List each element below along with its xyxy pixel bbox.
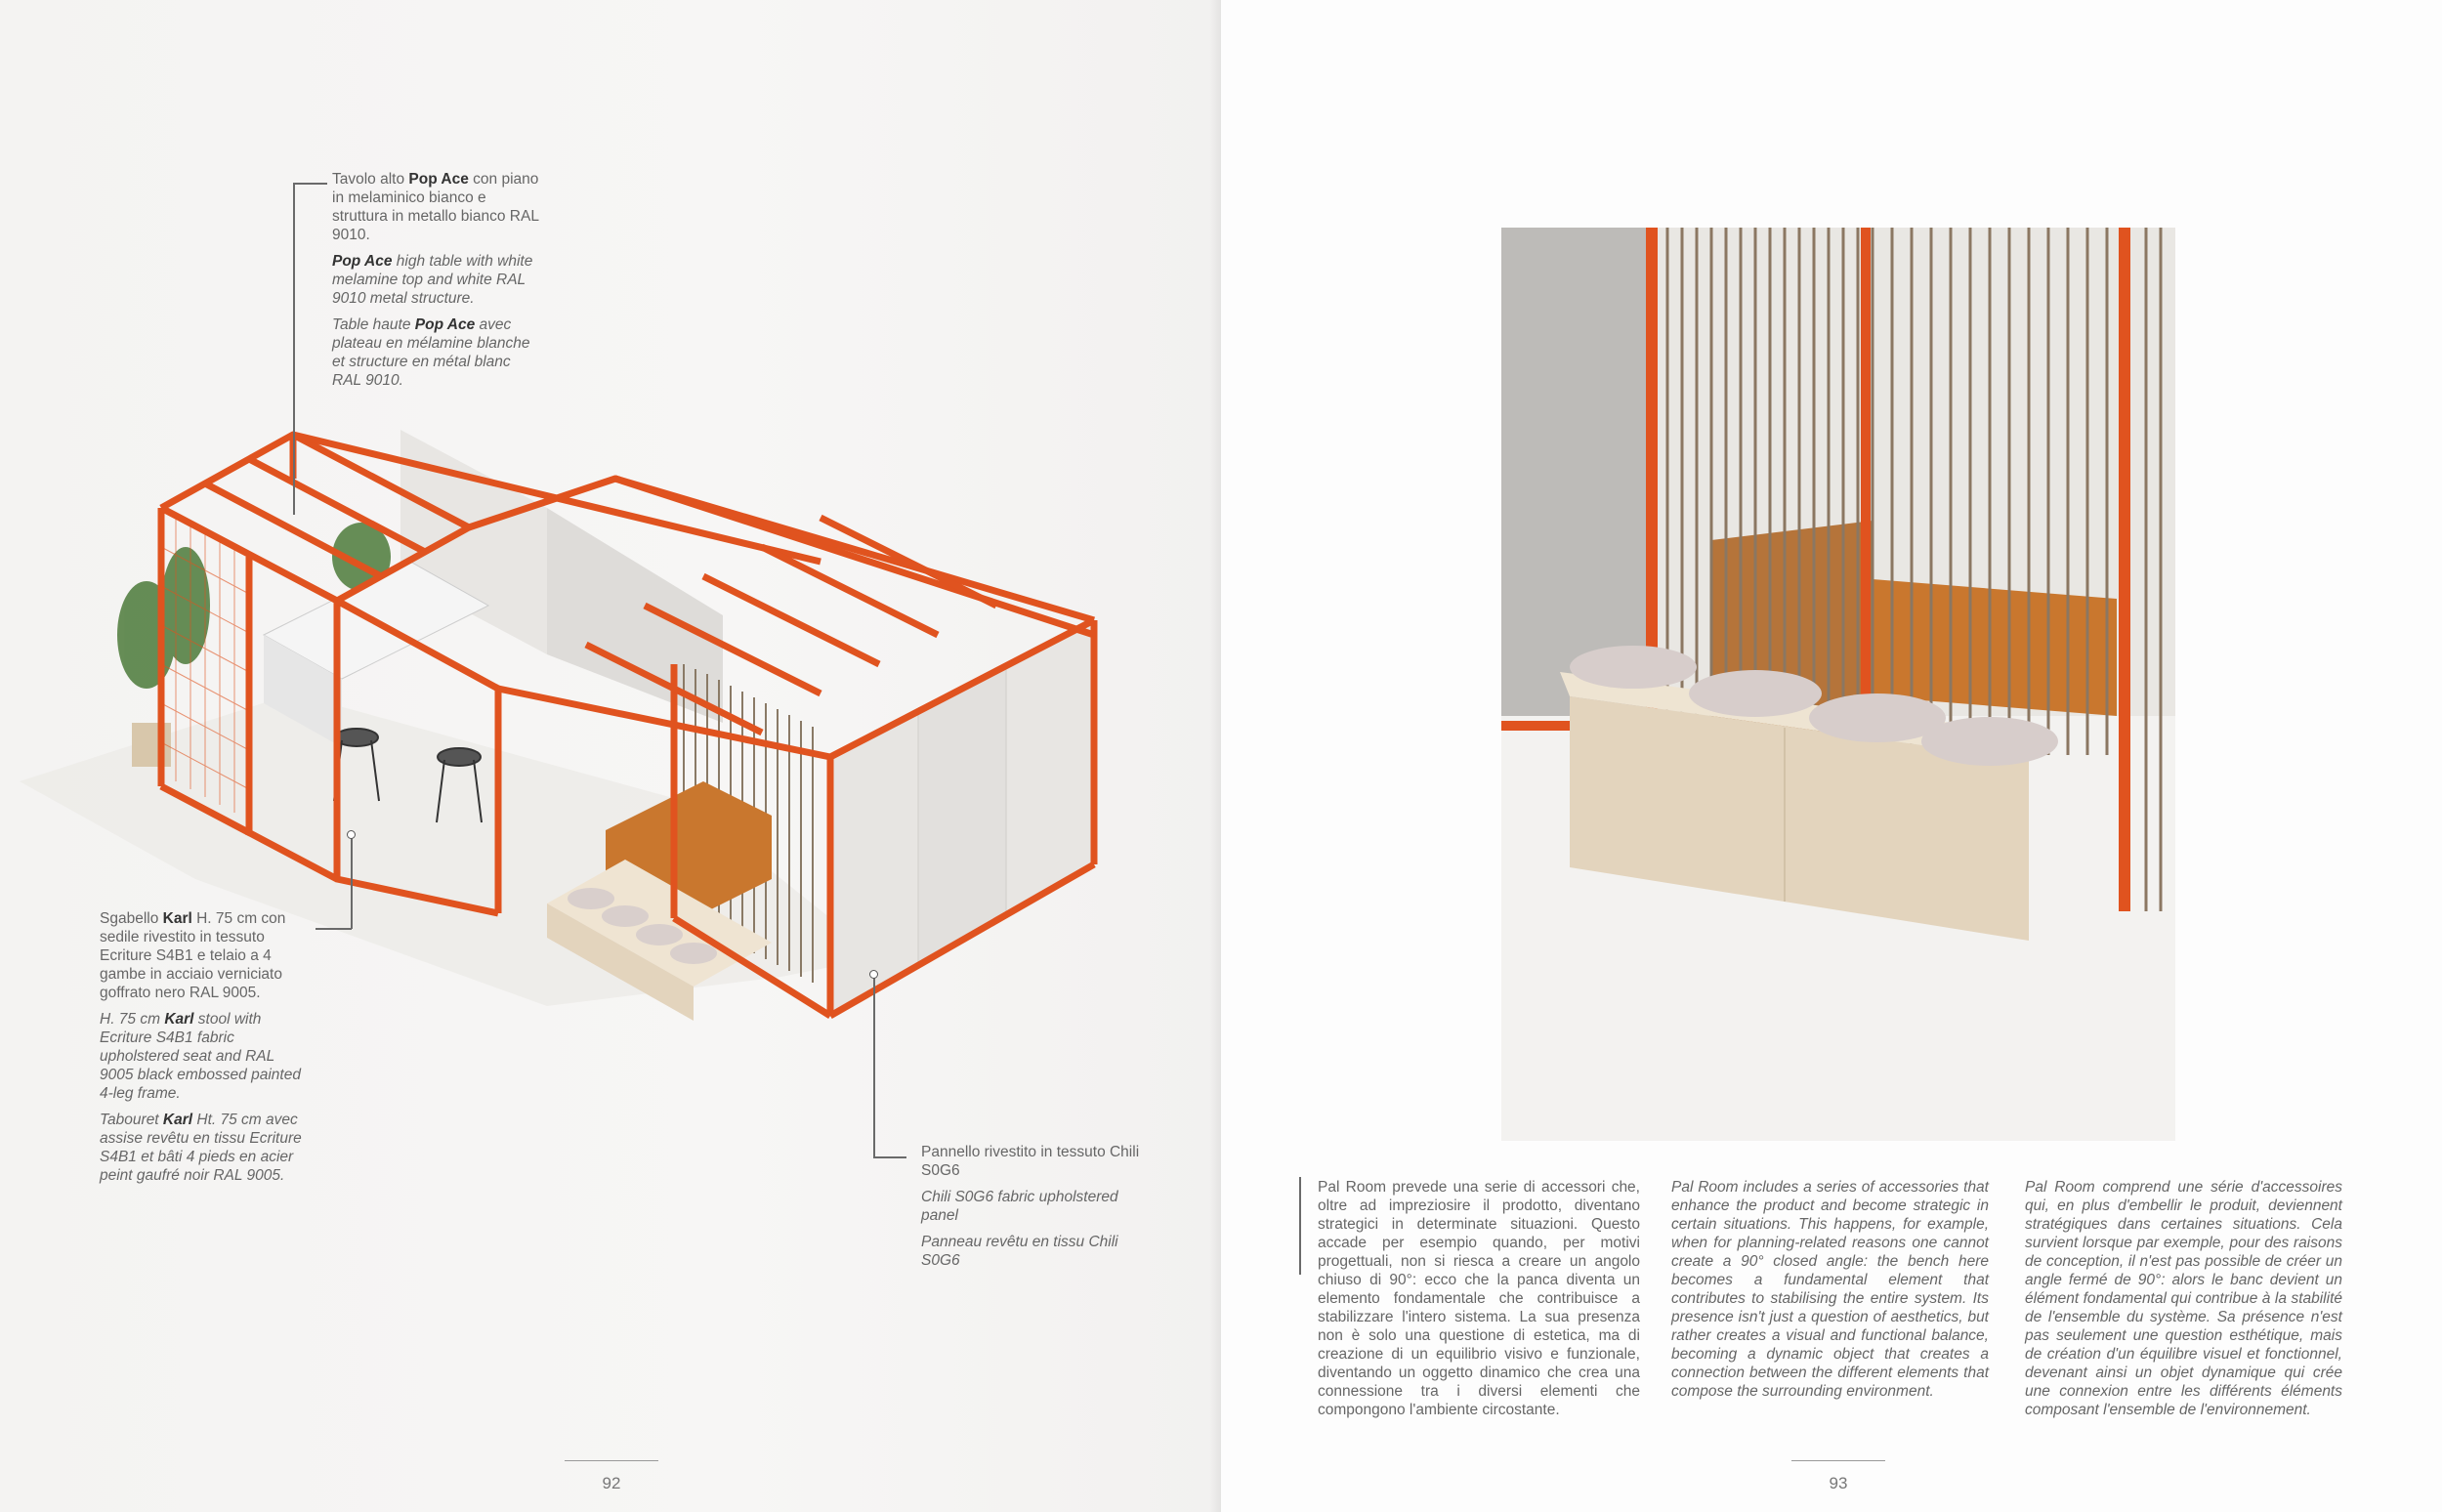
annotation-panel-fr: Panneau revêtu en tissu Chili S0G6 <box>921 1234 1118 1269</box>
annotation-table <box>332 170 542 398</box>
leader-panel-dot <box>869 970 878 979</box>
annotation-panel-it: Pannello rivestito in tessuto Chili S0G6 <box>921 1144 1140 1179</box>
photo-ochre-seat <box>1873 579 2117 716</box>
leader-panel-horizontal <box>873 1156 906 1158</box>
body-text-en: Pal Room includes a series of accessories that enhance the product and become strategic in certain situations. This happens, for example, when for planning-related reasons one cannot create a 90° closed angle: the bench here becomes a fundamental element that contributes to stabilising the entire system. Its presence isn't just a question of aesthetics, but rather creates a visual and functional balance, becoming a dynamic object that creates a connection between the different elements that compose the surrounding environment. <box>1671 1179 1989 1400</box>
annotation-panel <box>921 1143 1146 1278</box>
body-text-fr: Pal Room comprend une série d'accessoires qui, en plus d'embellir le produit, deviennent stratégiques dans certaines situations. Cela survient lorsque par exemple, pour des raisons de conception, il n'est pas possible de créer un angle fermé de 90°: alors le banc devient un élément fondamental qui contribue à la stabilité de l'ensemble du système. Sa présence n'est pas seulement une question esthétique, mais de création d'un équilibre visuel et fonctionnel, devenant ainsi un objet dynamique qui crée une connexion entre les différents éléments composant l'ensemble de l'environnement. <box>2025 1179 2342 1418</box>
annotation-table-fr: Table haute Pop Ace avec plateau en mélamine blanche et structure en métal blanc RAL 9010. <box>332 316 530 389</box>
annotation-table-en: Pop Ace high table with white melamine top and white RAL 9010 metal structure. <box>332 253 533 307</box>
page-number-right: 93 <box>1829 1474 1848 1492</box>
leader-stool-dot <box>347 830 356 839</box>
bench-photo-scene <box>1501 228 2175 1141</box>
leader-panel-vertical <box>873 977 875 1157</box>
annotation-table-it: Tavolo alto Pop Ace con piano in melaminico bianco e struttura in metallo bianco RAL 9010. <box>332 171 539 243</box>
leader-table-vertical <box>293 183 295 515</box>
annotation-stool <box>100 909 307 1193</box>
leader-table-horizontal <box>293 183 327 185</box>
annotation-stool-fr: Tabouret Karl Ht. 75 cm avec assise revêtu en tissu Ecriture S4B1 et bâti 4 pieds en acier peint gaufré noir RAL 9005. <box>100 1112 302 1184</box>
page-number-rule-right <box>1791 1460 1885 1461</box>
body-left-rule <box>1299 1177 1301 1275</box>
bench-photo <box>1501 228 2175 1141</box>
annotation-stool-it: Sgabello Karl H. 75 cm con sedile rivestito in tessuto Ecriture S4B1 e telaio a 4 gambe in acciaio verniciato goffrato nero RAL 9005. <box>100 910 286 1001</box>
annotation-stool-en: H. 75 cm Karl stool with Ecriture S4B1 fabric upholstered seat and RAL 9005 black embossed painted 4-leg frame. <box>100 1011 301 1102</box>
annotation-panel-en: Chili S0G6 fabric upholstered panel <box>921 1189 1118 1224</box>
page-number-rule-left <box>565 1460 658 1461</box>
leader-stool-horizontal <box>316 928 352 930</box>
body-text-it: Pal Room prevede una serie di accessori che, oltre ad impreziosire il prodotto, diventano strategici in determinate situazioni. Questo accade per esempio quando, per motivi progettuali, non si riesca a creare un angolo chiuso di 90°: ecco che la panca diventa un elemento fondamentale che contribuisce a stabilizzare l'intero sistema. La sua presenza non è solo una questione di estetica, ma di creazione di un equilibrio visivo e funzionale, diventando un oggetto dinamico che crea una connessione tra i diversi elementi che compongono l'ambiente circostante. <box>1318 1179 1640 1418</box>
leader-stool-vertical <box>351 835 353 929</box>
page-number-left: 92 <box>602 1474 621 1492</box>
